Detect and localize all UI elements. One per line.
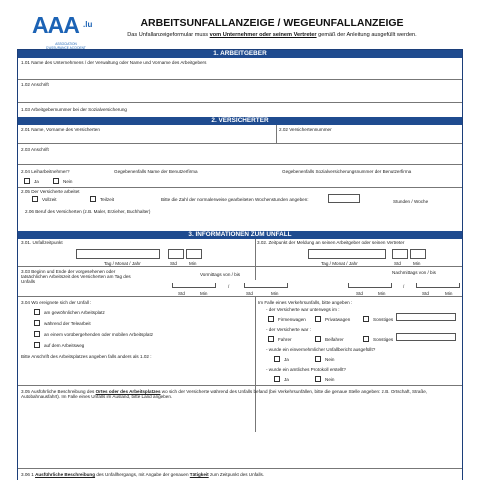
workplace-address-note: Bitte Anschrift des Arbeitsplatzes angeben falls anders als 1.02 : [21,354,152,359]
field-1-03-label: 1.03 Arbeitgebernummer bei der Sozialversicherung [21,107,127,112]
full-time-label: Vollzeit [42,197,57,202]
report-date-input[interactable] [308,249,386,259]
traffic-q2-label: - der Versicherte war : [266,327,311,332]
field-3-06-pre: 3.06 1 [21,472,36,477]
other-vehicle-checkbox[interactable] [363,316,369,322]
other-role-checkbox[interactable] [363,336,369,342]
form-title: ARBEITSUNFALLANZEIGE / WEGEUNFALLANZEIGE [140,17,404,29]
police-report-no-checkbox[interactable] [315,376,321,382]
divider [18,468,462,469]
divider [18,385,462,386]
location-telework-checkbox[interactable] [34,320,40,326]
location-mobile-checkbox[interactable] [34,331,40,337]
slash: / [403,284,405,289]
divider [18,143,462,144]
divider [18,187,462,188]
logo-tld: .lu [83,20,93,29]
field-3-04-label: 3.04 Wo ereignete sich der Unfall : [21,300,92,305]
other-vehicle-label: Sonstiges [373,317,394,322]
morning-from-hour-caption: Std [178,291,185,296]
field-2-03-label: 2.03 Anschrift [21,147,49,152]
divider [18,266,462,267]
weekly-hours-label: Bitte die Zahl der normalerweise gearbeiteten Wochenstunden angeben: [161,197,309,202]
divider [18,296,462,297]
field-3-06-mid: des Unfallhergangs, mit Angabe der genauen [95,472,190,477]
passenger-checkbox[interactable] [315,336,321,342]
field-1-02-label: 1.02 Anschrift [21,82,49,87]
field-2-05-label: 2.05 Der Versicherte arbeitet [21,189,80,194]
field-3-03-label: 3.03 Beginn und Ende der vorgesehenen oder tatsächlichen Arbeitszeit des Versicherten am Tag des Unfalls [21,269,131,284]
divider [255,296,256,432]
company-car-label: Firmenwagen [278,317,306,322]
weekly-hours-input[interactable] [328,194,360,203]
divider [276,125,277,143]
temp-worker-no-checkbox[interactable] [53,178,59,184]
police-report-no-label: Nein [325,377,335,382]
field-3-05-pre: 3.05 Ausführliche Beschreibung des [21,389,96,394]
joint-report-yes-checkbox[interactable] [274,356,280,362]
aaa-logo [32,14,100,54]
accident-minute-caption: Min [189,261,197,266]
full-time-checkbox[interactable] [32,196,38,202]
morning-hours-label: Vormittags von / bis [200,272,241,277]
field-3-02-label: 3.02. Zeitpunkt der Meldung an seinen Arbeitgeber oder seinen Vertreter [257,240,405,245]
form-subtitle [108,31,436,39]
private-car-checkbox[interactable] [315,316,321,322]
location-usual-label: am gewöhnlichen Arbeitsplatz [44,310,105,315]
location-commute-label: auf dem Arbeitsweg [44,343,85,348]
subtitle-post: gemäß der Anleitung ausgefüllt werden. [316,32,417,38]
police-report-yes-label: Ja [284,377,289,382]
driver-checkbox[interactable] [268,336,274,342]
field-2-02-label: 2.02 Versichertennummer [279,127,332,132]
afternoon-to-input[interactable] [416,283,460,288]
location-mobile-label: an einem vorübergehenden oder mobilen Arbeitsplatz [44,332,154,337]
divider [18,79,462,80]
passenger-label: Beifahrer [325,337,344,342]
temp-worker-no-label: Nein [63,179,73,184]
driver-label: Fahrer [278,337,292,342]
afternoon-from-hour-caption: Std [356,291,363,296]
morning-from-input[interactable] [172,283,216,288]
police-report-yes-checkbox[interactable] [274,376,280,382]
part-time-label: Teilzeit [100,197,115,202]
joint-report-no-checkbox[interactable] [315,356,321,362]
joint-report-no-label: Nein [325,357,335,362]
divider [255,239,256,280]
field-3-05-emphasis: Ortes oder des Arbeitsplatzes [95,389,161,394]
company-car-checkbox[interactable] [268,316,274,322]
subtitle-emphasis: vom Unternehmer oder seinem Vertreter [209,32,317,38]
other-vehicle-input[interactable] [396,313,456,321]
location-commute-checkbox[interactable] [34,342,40,348]
accident-date-input[interactable] [76,249,160,259]
afternoon-from-input[interactable] [348,283,392,288]
accident-minute-input[interactable] [186,249,202,259]
temp-worker-yes-label: Ja [34,179,39,184]
field-2-06-label: 2.06 Beruf des Versicherten (z.B. Maler, Erzieher, Buchhalter) [25,209,151,214]
traffic-q4-label: - wurde ein amtliches Protokoll erstellt? [266,367,346,372]
field-1-01-label: 1.01 Name des Unternehmens / der Verwaltung oder Name und Vorname des Arbeitgebers [21,60,207,65]
morning-to-input[interactable] [244,283,288,288]
user-firm-number-label: Gegebenenfalls Sozialversicherungsnummer der Benutzerfirma [282,169,412,174]
field-3-06-label [21,472,264,477]
user-firm-name-label: Gegebenenfalls Name der Benutzerfirma [114,169,198,174]
logo-subline-1: ASSOCIATION [55,42,77,46]
accident-hour-input[interactable] [168,249,184,259]
weekly-hours-unit: Stunden / Woche [393,199,429,204]
joint-report-yes-label: Ja [284,357,289,362]
field-3-06-post: zum Zeitpunkt des Unfalls. [208,472,265,477]
divider [18,164,462,165]
report-date-caption: Tag / Monat / Jahr [321,261,358,266]
report-minute-caption: Min [413,261,421,266]
other-role-label: Sonstiges [373,337,394,342]
traffic-q1-label: - der Versicherte war unterwegs im : [266,307,340,312]
slash: / [228,284,230,289]
field-3-05-label [21,389,459,399]
field-3-01-label: 3.01. Unfallzeitpunkt [21,240,63,245]
report-minute-input[interactable] [410,249,426,259]
afternoon-from-minute-caption: Min [378,291,386,296]
afternoon-hours-label: Nachmittags von / bis [392,270,436,275]
field-3-05-post: wo sich der Versicherte während des Unfalls befand (bei Verkehrsunfällen, bitte die genaue Stelle angeben: z.B. Ortschaft, Straße, Autobahnausfahrt). Im Falle eines Unfalls im Ausland, bitte Land angeben. [21,389,428,399]
morning-from-minute-caption: Min [200,291,208,296]
accident-form [17,49,463,480]
accident-hour-caption: Std [170,261,177,266]
location-telework-label: während der Telearbeit [44,321,91,326]
field-2-01-label: 2.01 Name, Vorname des Versicherten [21,127,100,132]
afternoon-to-minute-caption: Min [445,291,453,296]
section-2-header: 2. VERSICHERTER [18,117,462,125]
morning-to-hour-caption: Std [246,291,253,296]
morning-to-minute-caption: Min [271,291,279,296]
section-3-header: 3. INFORMATIONEN ZUM UNFALL [18,231,462,239]
report-hour-caption: Std [394,261,401,266]
report-hour-input[interactable] [392,249,408,259]
subtitle-pre: Das Unfallanzeigeformular muss [127,32,210,38]
private-car-label: Privatwagen [325,317,351,322]
part-time-checkbox[interactable] [90,196,96,202]
divider [18,102,462,103]
field-2-04-label: 2.04 Leiharbeitnehmer? [21,169,70,174]
field-3-06-emphasis-1: Ausführliche Beschreibung [35,472,96,477]
traffic-accident-label: Im Falle eines Verkehrsunfalls, bitte angeben : [258,300,353,305]
traffic-q3-label: - wurde ein einvernehmlicher Unfallbericht ausgefüllt? [266,347,376,352]
field-3-06-emphasis-2: Tätigkeit [189,472,209,477]
accident-date-caption: Tag / Monat / Jahr [104,261,141,266]
temp-worker-yes-checkbox[interactable] [24,178,30,184]
afternoon-to-hour-caption: Std [422,291,429,296]
other-role-input[interactable] [396,333,456,341]
logo-word: AAA [32,12,79,38]
location-usual-checkbox[interactable] [34,309,40,315]
logo-subline-2: D'ASSURANCE ACCIDENT [46,46,86,50]
section-1-header: 1. ARBEITGEBER [18,50,462,58]
